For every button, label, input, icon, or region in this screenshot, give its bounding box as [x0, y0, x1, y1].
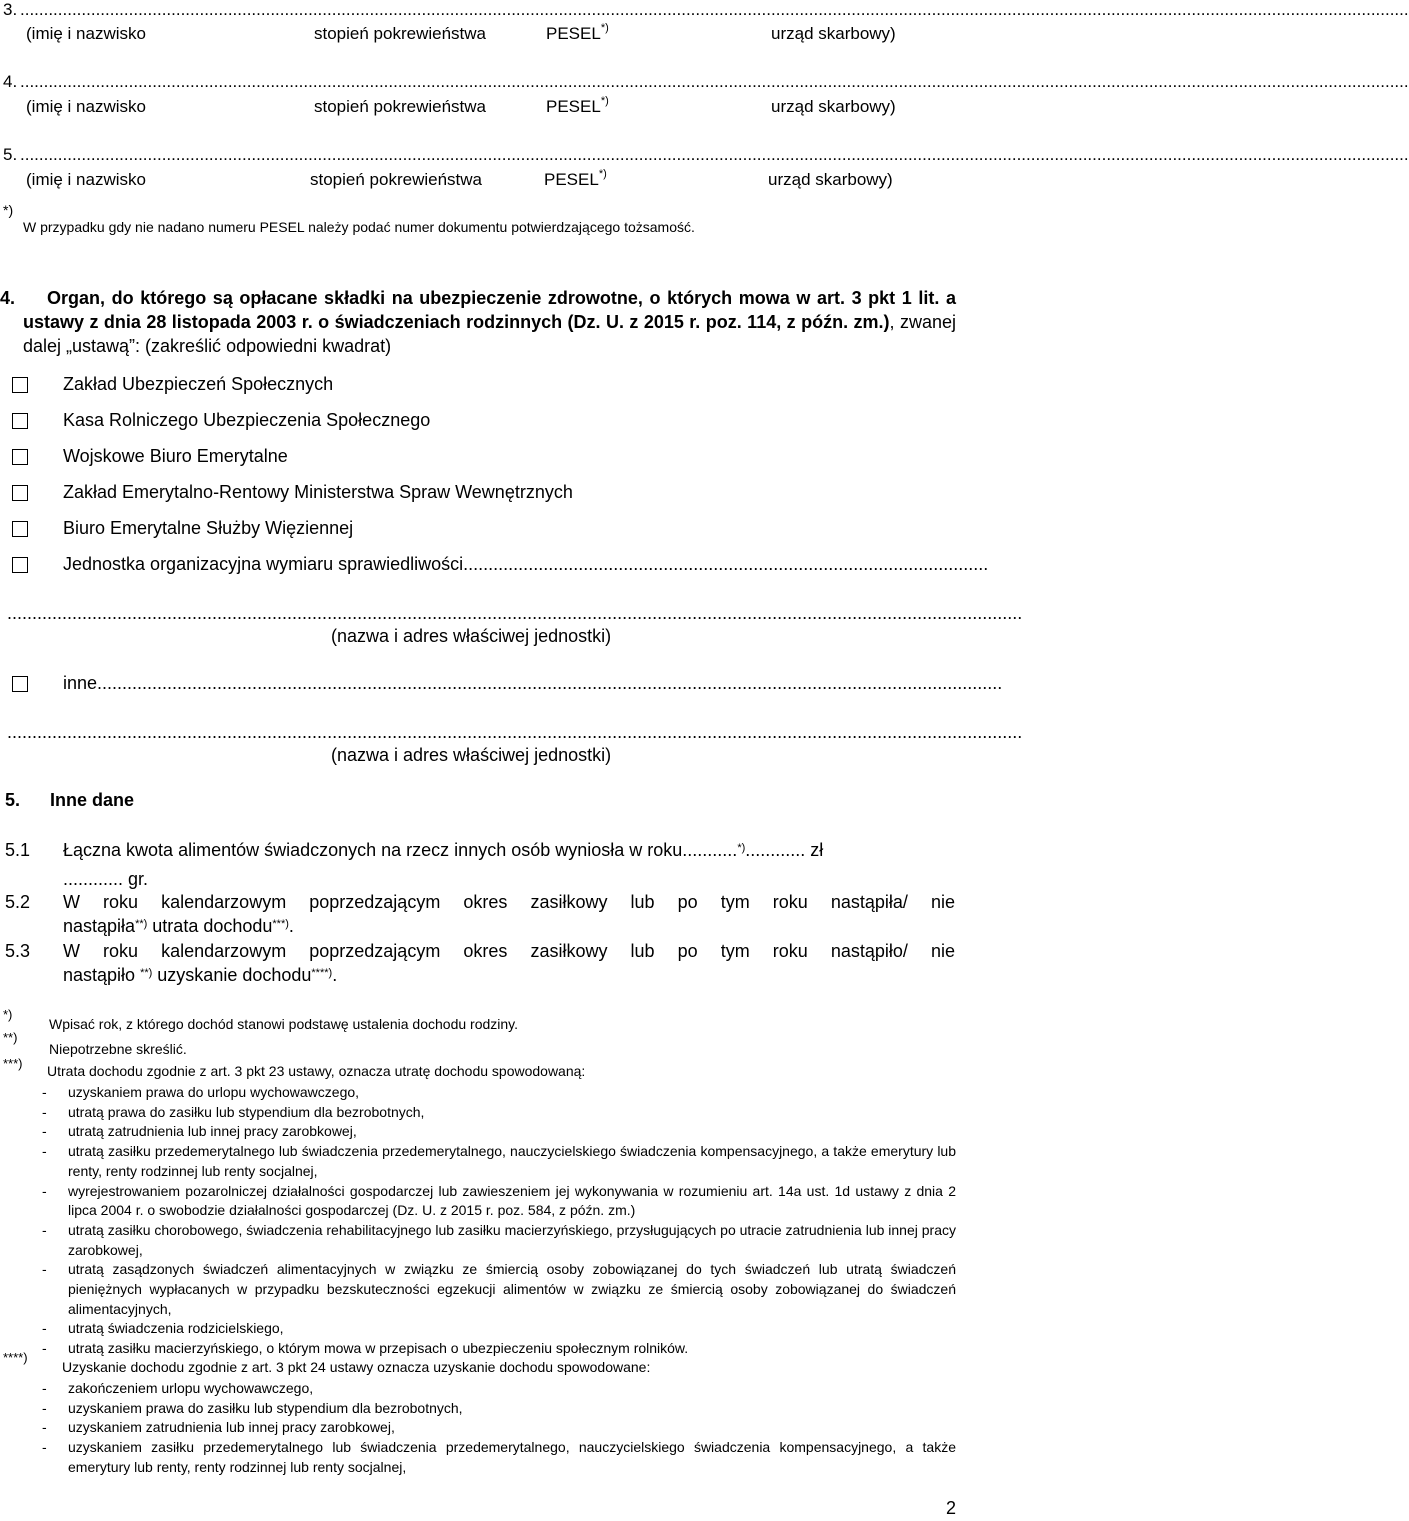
item-5-1-text: Łączna kwota alimentów świadczonych na rzecz innych osób wyniosła w roku...........*)............ zł: [63, 840, 824, 860]
item-5-3-number: 5.3: [5, 941, 31, 961]
section-4-heading: 4. Organ, do którego są opłacane składki na ubezpieczenie zdrowotne, o których mowa w art. 3 pkt 1 lit. a ustawy z dnia 28 listopada 2003 r. o świadczeniach rodzinnych (Dz. U. z 2015 r. poz. 114, z późn. zm.), zwanej dalej „ustawą”: (zakreślić odpowiedni kwadrat): [0, 288, 956, 356]
list-item: - utratą zasiłku przedemerytalnego lub świadczenia przedemerytalnego, nauczycielskiego świadczenia kompensacyjnego, a także emerytury lub renty, renty rodzinnej lub renty socjalnej,: [42, 1143, 956, 1179]
person-number: 3.: [3, 0, 18, 19]
item-5-1-number: 5.1: [5, 840, 31, 860]
person-number: 5.: [3, 145, 18, 164]
checkbox-zer-mswia[interactable]: [12, 485, 28, 501]
checkbox-justice-unit[interactable]: [12, 557, 28, 573]
item-5-3-line2: nastąpiło **) uzyskanie dochodu****).: [63, 965, 338, 985]
list-item: - zakończeniem urlopu wychowawczego,: [42, 1380, 314, 1396]
footnote-1-mark: *): [3, 1007, 13, 1022]
option-zus-label: Zakład Ubezpieczeń Społecznych: [63, 374, 334, 394]
list-item: - utratą prawa do zasiłku lub stypendium dla bezrobotnych,: [42, 1103, 425, 1120]
unit-address-label: (nazwa i adres właściwej jednostki): [331, 626, 612, 646]
label-pesel: PESEL*): [546, 22, 609, 43]
label-name: (imię i nazwisko: [26, 170, 146, 189]
option-wbe-label: Wojskowe Biuro Emerytalne: [63, 446, 288, 466]
label-relation: stopień pokrewieństwa: [314, 97, 486, 116]
option-justice-unit-field[interactable]: Jednostka organizacyjna wymiaru sprawiedliwości.........................................................................................................: [63, 554, 989, 574]
list-item: - wyrejestrowaniem pozarolniczej działalności gospodarczej lub zawieszeniem jej wykonywania w rozumieniu art. 14a ust. 1d ustawy z dnia 2 lipca 2004 r. o swobodzie działalności gospodarczej (Dz. U. z 2015 r. poz. 584, z późn. zm.): [42, 1182, 956, 1219]
person-number: 4.: [3, 72, 18, 91]
year-field[interactable]: ...........: [682, 840, 738, 860]
list-item: - utratą zasiłku chorobowego, świadczenia rehabilitacyjnego lub zasiłku macierzyńskiego, przysługujących po utracie zatrudnienia lub innej pracy zarobkowej,: [42, 1221, 956, 1258]
checkbox-krus[interactable]: [12, 413, 28, 429]
label-pesel: PESEL*): [546, 95, 609, 116]
list-item: - uzyskaniem zasiłku przedemerytalnego lub świadczenia przedemerytalnego, nauczycielskiego świadczenia kompensacyjnego, a także emerytury lub renty, renty rodzinnej lub renty socjalnej,: [42, 1439, 956, 1475]
person-dots-field[interactable]: ......................................................................................................................................................................................................................................................................................................: [20, 72, 1409, 91]
item-5-2-number: 5.2: [5, 892, 31, 912]
list-item: - uzyskaniem prawa do urlopu wychowawczego,: [42, 1084, 360, 1100]
option-besw-label: Biuro Emerytalne Służby Więziennej: [63, 518, 354, 538]
label-office: urząd skarbowy): [768, 170, 893, 189]
list-item: - utratą świadczenia rodzicielskiego,: [42, 1320, 284, 1337]
income-gain-list: [42, 1379, 956, 1478]
option-krus-label: Kasa Rolniczego Ubezpieczenia Społecznego: [63, 410, 431, 430]
label-relation: stopień pokrewieństwa: [310, 170, 482, 189]
list-item: - utratą zasądzonych świadczeń alimentacyjnych w związku ze śmiercią osoby zobowiązanej do tych świadczeń lub utratą świadczeń pieniężnych wypłacanych w przypadku bezskuteczności egzekucji alimentów w związku ze śmiercią osoby zobowiązanej do świadczeń alimentacyjnych,: [42, 1261, 956, 1317]
checkbox-zus[interactable]: [12, 377, 28, 393]
loss-of-income-list: [42, 1083, 956, 1359]
amount-zl-field[interactable]: ............ zł: [745, 840, 824, 860]
footnote-3-mark: ***): [3, 1056, 23, 1071]
unit-address-field-2[interactable]: ...........................................................................................................................................................................................................: [7, 722, 1023, 742]
amount-gr-field[interactable]: ............ gr.: [63, 869, 149, 889]
list-item: - uzyskaniem zatrudnienia lub innej pracy zarobkowej,: [42, 1419, 395, 1436]
page-number: 2: [945, 1498, 956, 1518]
item-5-2-line1: W roku kalendarzowym poprzedzającym okres zasiłkowy lub po tym roku nastąpiła/ nie: [63, 892, 955, 912]
label-office: urząd skarbowy): [771, 97, 896, 116]
checkbox-other[interactable]: [12, 676, 28, 692]
footnote-1-text: Wpisać rok, z którego dochód stanowi podstawę ustalenia dochodu rodziny.: [49, 1016, 519, 1032]
checkbox-besw[interactable]: [12, 521, 28, 537]
pesel-note: *) W przypadku gdy nie nadano numeru PESEL należy podać numer dokumentu potwierdzającego tożsamość.: [3, 202, 695, 235]
list-item: - utratą zasiłku macierzyńskiego, o którym mowa w przepisach o ubezpieczeniu społecznym rolników.: [42, 1340, 689, 1357]
option-other-field[interactable]: inne.....................................................................................................................................................................................: [63, 673, 1003, 693]
person-dots-field[interactable]: ......................................................................................................................................................................................................................................................................................................: [20, 0, 1409, 19]
footnote-4-mark: ****): [3, 1350, 28, 1365]
unit-address-field[interactable]: ...........................................................................................................................................................................................................: [7, 603, 1023, 623]
label-pesel: PESEL*): [544, 168, 607, 189]
section-5-title: Inne dane: [50, 790, 135, 810]
option-zer-mswia-label: Zakład Emerytalno-Rentowy Ministerstwa Spraw Wewnętrznych: [63, 482, 573, 502]
label-name: (imię i nazwisko: [26, 97, 146, 116]
footnote-2-mark: **): [3, 1030, 18, 1045]
footnote-4-text: Uzyskanie dochodu zgodnie z art. 3 pkt 24 ustawy oznacza uzyskanie dochodu spowodowane:: [62, 1359, 651, 1375]
list-item: - utratą zatrudnienia lub innej pracy zarobkowej,: [42, 1123, 357, 1140]
checkbox-wbe[interactable]: [12, 449, 28, 465]
list-item: - uzyskaniem prawa do zasiłku lub stypendium dla bezrobotnych,: [42, 1399, 463, 1416]
label-relation: stopień pokrewieństwa: [314, 24, 486, 43]
section-5-number: 5.: [5, 790, 21, 810]
unit-address-label-2: (nazwa i adres właściwej jednostki): [331, 745, 612, 765]
footnote-3-text: Utrata dochodu zgodnie z art. 3 pkt 23 ustawy, oznacza utratę dochodu spowodowaną:: [47, 1063, 586, 1079]
label-office: urząd skarbowy): [771, 24, 896, 43]
person-dots-field[interactable]: ......................................................................................................................................................................................................................................................................................................: [20, 145, 1409, 164]
item-5-2-line2: nastąpiła**) utrata dochodu***).: [63, 916, 294, 936]
item-5-3-line1: W roku kalendarzowym poprzedzającym okres zasiłkowy lub po tym roku nastąpiło/ nie: [63, 941, 955, 961]
label-name: (imię i nazwisko: [26, 24, 146, 43]
footnote-2-text: Niepotrzebne skreślić.: [49, 1041, 187, 1057]
